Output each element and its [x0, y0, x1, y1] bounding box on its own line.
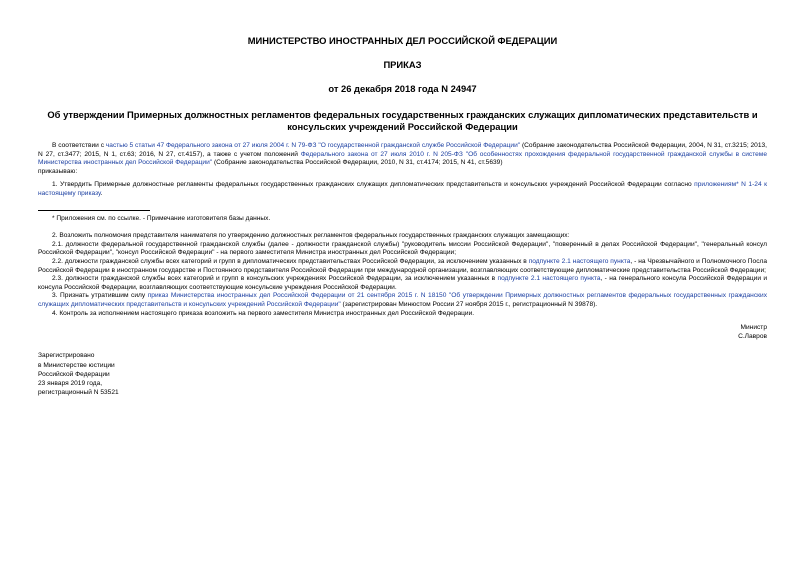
footnote: * Приложения см. по ссылке. - Примечание изготовителя базы данных. [52, 214, 271, 222]
law-205-fz-link[interactable]: Федерального закона от 27 июля 2010 г. N 205-ФЗ "Об особенностях прохождения федеральной государственной гражданской службы в системе Министерства иностранных дел Российской Федерации" [38, 150, 768, 167]
item-1-text-1: 1. Утвердить Примерные должностные регламенты федеральных государственных гражданских служащих дипломатических представительств и консульских учреждений Российской Федерации согласно [52, 181, 695, 189]
footnote-divider [38, 210, 150, 211]
document-title: Об утверждении Примерных должностных регламентов федеральных государственных гражданских служащих дипломатических представительств и консульских учреждений Российской Федерации [47, 109, 758, 132]
item-1-paragraph [38, 181, 767, 198]
preamble-text-1: В соответствии с [52, 142, 106, 149]
item-4-paragraph: 4. Контроль за исполнением настоящего приказа возложить на первого заместителя Министра иностранных дел Российской Федерации. [52, 309, 475, 317]
law-79-fz-link[interactable]: частью 5 статьи 47 Федерального закона от 27 июля 2004 г. N 79-ФЗ "О государственной гражданской службе Российской Федерации" [105, 142, 521, 149]
signatory-position: Министр [740, 324, 767, 332]
item-3-paragraph [38, 292, 767, 309]
registration-line-1: Зарегистрировано [38, 352, 95, 360]
item-2-1-paragraph: 2.1. должности федеральной государственной гражданской службы (далее - должности гражданской службы) "руководитель миссии Российской Федерации", "поверенный в делах Российской Федерации", "генеральный консул Российской Федерации", "консул Российской Федерации" - на первого заместителя Министра иностранных дел Российской Федерации; [38, 240, 767, 257]
item-2-2-paragraph [38, 258, 767, 275]
preamble-text-3: (Собрание законодательства Российской Федерации, 2010, N 31, ст.4174; 2015, N 41, ст.5639) [212, 159, 503, 167]
item-2-3-text-2: , - на генерального консула Российской Федерации и консула Российской Федерации, возглавляющих соответствующие консульские учреждения Российской Федерации. [38, 275, 768, 291]
item-2-2-text-1: 2.2. должности гражданской службы всех категорий и групп в дипломатических представительствах Российской Федерации, за исключением указанных в [52, 257, 529, 265]
preamble-paragraph [38, 142, 767, 168]
signatory-name: С.Лавров [738, 332, 767, 340]
preamble-text-2: (Собрание законодательства Российской Федерации, 2004, N 31, ст.3215; 2013, N 27, ст.3477; 2015, N 1, ст.63; 2016, N 27, ст.4157), а также с учетом положений [38, 142, 768, 158]
registration-line-5: регистрационный N 53521 [38, 389, 119, 397]
item-1-text-2: . [100, 189, 103, 197]
document-date-number: от 26 декабря 2018 года N 24947 [328, 83, 477, 94]
item-2-intro: 2. Возложить полномочия представителя нанимателя по утверждению должностных регламентов федеральных государственных гражданских служащих замещающих: [52, 232, 570, 240]
document-body [38, 142, 767, 398]
order-word: приказываю: [38, 167, 78, 175]
signature-block [38, 324, 767, 341]
document-type: ПРИКАЗ [383, 59, 422, 70]
item-3-text-1: 3. Признать утратившим силу [52, 292, 148, 300]
registration-block [38, 351, 767, 397]
registration-line-4: 23 января 2019 года, [38, 380, 103, 388]
subparagraph-2-1-link[interactable]: подпункте 2.1 настоящего пункта [528, 257, 631, 265]
subparagraph-2-1-link-2[interactable]: подпункте 2.1 настоящего пункта [497, 275, 601, 283]
appendices-link[interactable]: приложениям* N 1-24 к настоящему приказу [38, 181, 767, 197]
ministry-name: МИНИСТЕРСТВО ИНОСТРАННЫХ ДЕЛ РОССИЙСКОЙ ФЕДЕРАЦИИ [247, 35, 558, 46]
item-2-3-text-1: 2.3. должности гражданской службы всех категорий и групп в консульских учреждениях Российской Федерации, за исключением указанных в [52, 275, 498, 283]
item-2-3-paragraph [38, 275, 767, 292]
registration-line-2: в Министерстве юстиции [38, 361, 115, 369]
item-2-2-text-2: , - на Чрезвычайного и Полномочного Посла Российской Федерации в иностранном государстве и Постоянного представителя Российской Федерации при международной организации, возглавляющих соответствующие дипломатические представительства Российской Федерации; [38, 257, 768, 274]
registration-line-3: Российской Федерации [38, 370, 110, 378]
order-18150-link[interactable]: приказ Министерства иностранных дел Российской Федерации от 21 сентября 2015 г. N 18150 "Об утверждении Примерных должностных регламентов федеральных государственных гражданских служащих дипломатических представительств и консульских учреждений Российской Федерации" [38, 292, 767, 308]
item-3-text-2: (зарегистрирован Минюстом России 27 ноября 2015 г., регистрационный N 39878). [340, 300, 598, 308]
